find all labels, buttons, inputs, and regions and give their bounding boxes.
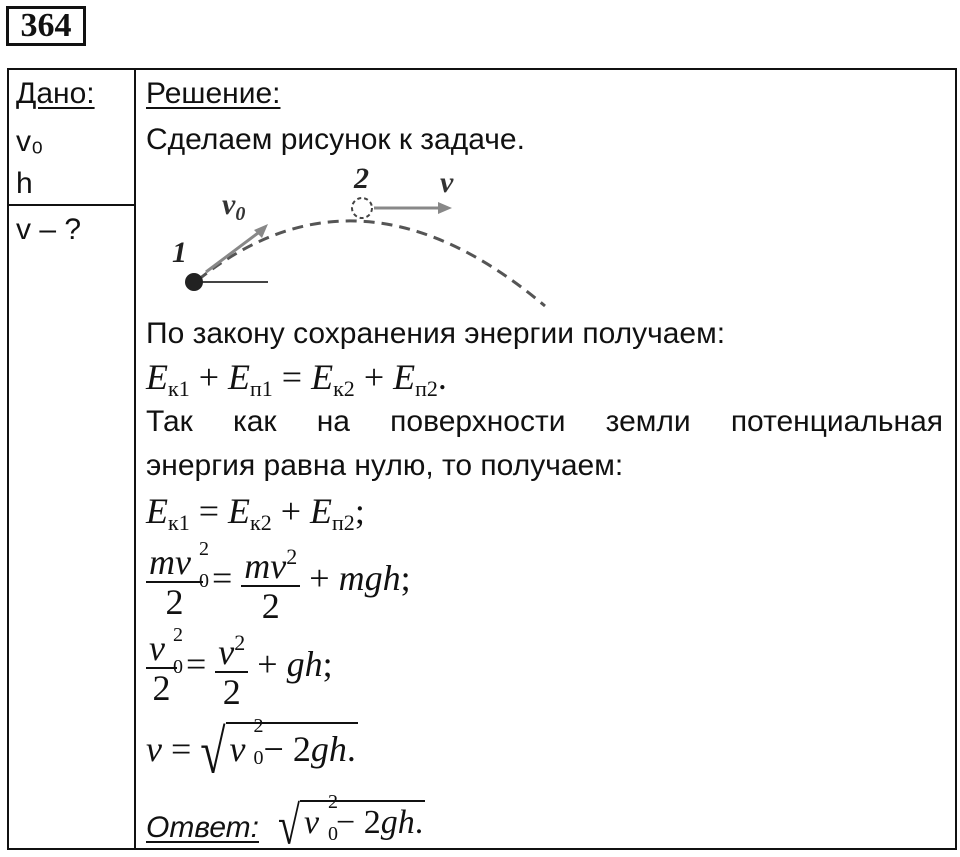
equation-3: mv 2 0 2 = $\frac{mv^2}{2}$ + mgh; [146, 538, 411, 625]
energy-law-text: По закону сохранения энергии получаем: [146, 317, 726, 350]
answer-formula: √ v 2 0 − 2gh. [278, 791, 424, 856]
v0-arrow [206, 230, 262, 272]
explanation-line-1: Так как на поверхности земли потенциальная [146, 405, 943, 438]
given-item-h: h [16, 167, 33, 200]
given-heading: Дано: [16, 77, 95, 110]
solution-intro: Сделаем рисунок к задаче. [146, 123, 525, 156]
point-2-label: 2 [354, 162, 369, 195]
trajectory-path [198, 221, 545, 306]
equation-5: v = √ v 2 0 − 2gh. [146, 715, 356, 786]
equation-4: v 2 0 2 = $\frac{v^2}{2}$ + gh; [146, 624, 333, 711]
solution-heading: Решение: [146, 77, 281, 110]
given-divider [7, 204, 135, 206]
equation-2: $E_{к1} = E_{к2} + E_{п2}$; [146, 491, 365, 535]
v0-label-sub: 0 [235, 203, 246, 225]
v-label: v [440, 166, 454, 199]
v0-label: v [222, 188, 236, 221]
ball [185, 273, 203, 291]
column-divider [134, 68, 136, 850]
explanation-line-2: энергия равна нулю, то получаем: [146, 449, 624, 482]
equation-1: $E_{к1} + E_{п1} = E_{к2} + E_{п2}$. [146, 357, 447, 401]
point-2-marker [352, 198, 372, 218]
v-arrowhead [438, 202, 452, 214]
problem-number: 364 [6, 6, 86, 46]
find-item: v – ? [16, 213, 82, 246]
given-item-v0: v₀ [16, 125, 44, 158]
point-1-label: 1 [172, 236, 187, 269]
svg-text:v0 [222, 188, 245, 225]
trajectory-figure [150, 158, 570, 308]
answer-label: Ответ: [146, 811, 259, 844]
